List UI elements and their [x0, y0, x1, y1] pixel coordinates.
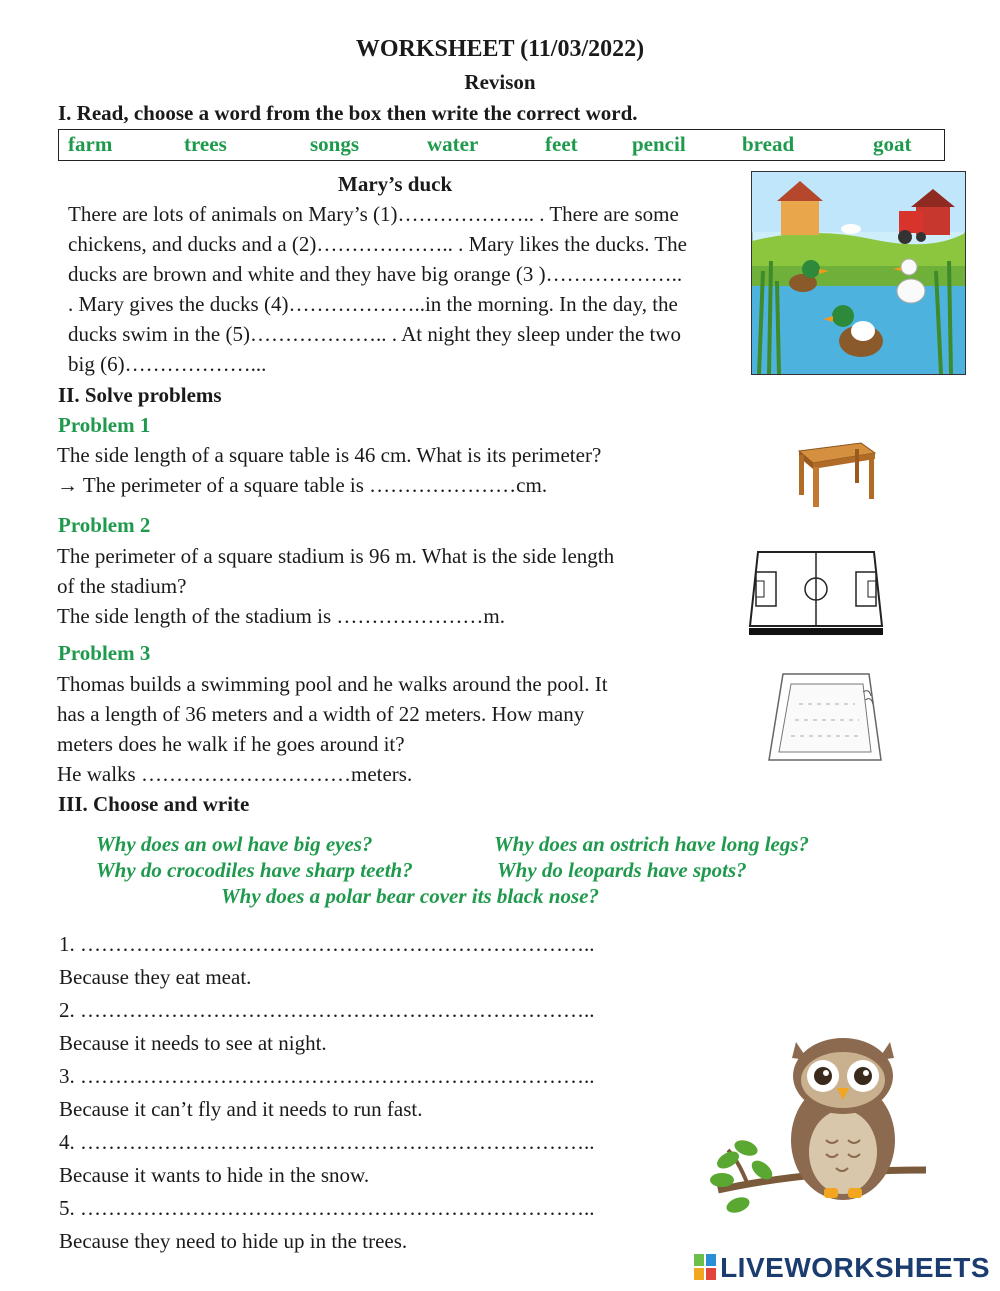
answer-text: Because it wants to hide in the snow. [59, 1163, 370, 1187]
farm-duck-illustration [751, 171, 966, 375]
word-item: goat [873, 132, 912, 156]
owl-on-branch-illustration [708, 1030, 930, 1218]
problem-text [57, 440, 737, 500]
problem-label: Problem 1 [58, 413, 151, 437]
page-title: WORKSHEET (11/03/2022) [355, 36, 645, 62]
problem-line: He walks …………………………meters. [57, 762, 413, 786]
answer-blank[interactable]: 3. ……………………………………………………………….. [59, 1064, 595, 1088]
answer-blank[interactable]: 5. ……………………………………………………………….. [59, 1196, 595, 1220]
story-title: Mary’s duck [338, 172, 453, 196]
brand-name: LIVEWORKSHEETS [720, 1252, 990, 1283]
problem-line: Thomas builds a swimming pool and he walks around the pool. It [57, 672, 608, 696]
story-text [68, 199, 738, 379]
story-line: There are lots of animals on Mary’s (1)……………….. . There are some [68, 202, 679, 226]
problem-label: Problem 3 [58, 641, 151, 665]
answer-text: Because it can’t fly and it needs to run fast. [59, 1097, 423, 1121]
word-box [58, 129, 945, 161]
word-item: trees [184, 132, 227, 156]
word-item: water [427, 132, 479, 156]
answer-blank[interactable]: 1. ……………………………………………………………….. [59, 932, 595, 956]
brand-icon [694, 1254, 716, 1280]
question-option: Why do leopards have spots? [497, 858, 747, 882]
story-line: ducks are brown and white and they have big orange (3 )……………….. [68, 262, 683, 286]
question-option: Why do crocodiles have sharp teeth? [96, 858, 413, 882]
problem-label: Problem 2 [58, 513, 151, 537]
problem-line: The side length of the stadium is …………………m. [57, 604, 505, 628]
question-option: Why does an ostrich have long legs? [494, 832, 810, 856]
section1-heading: I. Read, choose a word from the box then write the correct word. [58, 101, 638, 125]
answer-blank[interactable]: 4. ……………………………………………………………….. [59, 1130, 595, 1154]
problem-line: meters does he walk if he goes around it? [57, 732, 405, 756]
word-item: feet [545, 132, 578, 156]
answer-blank[interactable]: 2. ……………………………………………………………….. [59, 998, 595, 1022]
swimming-pool-illustration [765, 670, 887, 766]
word-item: farm [68, 132, 113, 156]
word-item: bread [742, 132, 795, 156]
problem-text [57, 669, 737, 789]
story-line: big (6)………………... [68, 352, 267, 376]
answer-text: Because they need to hide up in the trees. [59, 1229, 408, 1253]
answer-text: Because it needs to see at night. [59, 1031, 327, 1055]
story-line: chickens, and ducks and a (2)……………….. . Mary likes the ducks. The [68, 232, 687, 256]
story-line: ducks swim in the (5)……………….. . At night they sleep under the two [68, 322, 682, 346]
story-line: . Mary gives the ducks (4)………………..in the morning. In the day, the [68, 292, 678, 316]
answer-text: Because they eat meat. [59, 965, 252, 989]
wooden-table-illustration [795, 441, 877, 509]
problem-line: → The perimeter of a square table is …………………cm. [57, 473, 548, 497]
problem-text [57, 541, 737, 631]
section2-heading: II. Solve problems [58, 383, 222, 407]
football-field-illustration [748, 548, 884, 636]
question-option: Why does an owl have big eyes? [96, 832, 373, 856]
brand-logo [694, 1252, 990, 1284]
question-option: Why does a polar bear cover its black nose? [221, 884, 599, 908]
section3-heading: III. Choose and write [58, 792, 250, 816]
word-item: songs [310, 132, 360, 156]
problem-line: of the stadium? [57, 574, 187, 598]
page-subtitle: Revison [464, 70, 536, 94]
problem-line: The perimeter of a square stadium is 96 m. What is the side length [57, 544, 615, 568]
word-item: pencil [632, 132, 686, 156]
problem-line: The side length of a square table is 46 cm. What is its perimeter? [57, 443, 602, 467]
problem-line: has a length of 36 meters and a width of 22 meters. How many [57, 702, 585, 726]
